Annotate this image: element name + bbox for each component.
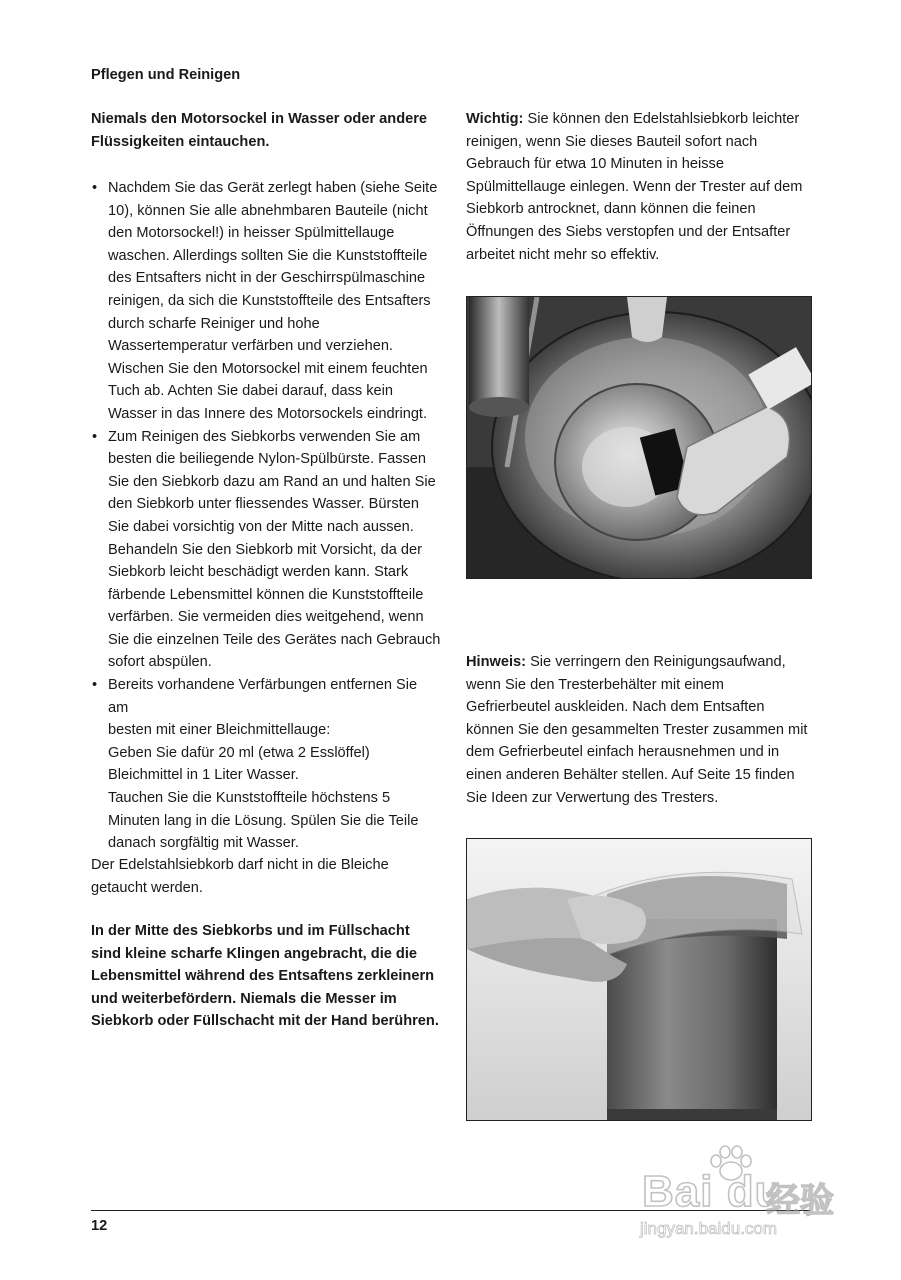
warning-blades: In der Mitte des Siebkorbs und im Füllschacht sind kleine scharfe Klingen angebracht, die die Lebensmittel während des Entsaftens zerkleinern und weiterbefördern. Niemals die Messer im Siebkorb oder Füllschacht mit der Hand berühren. (91, 923, 439, 1030)
note-bleach: Der Edelstahlsiebkorb darf nicht in die Bleiche getaucht werden. (91, 857, 389, 896)
bullet-line: Tuch ab. Achten Sie dabei darauf, dass kein (108, 383, 394, 400)
list-item-discoloration (91, 674, 441, 855)
bullet-line: Zum Reinigen des Siebkorbs verwenden Sie am (108, 428, 421, 445)
sieve-cleaning-illustration (467, 297, 811, 578)
warning-motor-base: Niemals den Motorsockel in Wasser oder andere Flüssigkeiten eintauchen. (91, 111, 428, 150)
bullet-icon: • (92, 180, 98, 196)
bullet-icon: • (92, 428, 98, 445)
bullet-line: reinigen, da sich die Kunststoffteile des Entsafters (108, 292, 431, 309)
page-number: 12 (91, 1218, 108, 1234)
list-item-sieve-basket (91, 426, 441, 675)
bullet-line: Geben Sie dafür 20 ml (etwa 2 Esslöffel) (108, 744, 370, 761)
hint-note (466, 651, 811, 809)
bullet-line: sofort abspülen. (108, 654, 212, 671)
bullet-line: Siebkorb leicht beschädigt werden kann. Stark (108, 564, 409, 581)
bullet-icon: • (92, 677, 98, 694)
bullet-line: waschen. Allerdings sollten Sie die Kunststoffteile (108, 247, 428, 264)
bullet-line: Wassertemperatur verfärben und verziehen. (108, 338, 393, 355)
cleaning-instructions-list (91, 177, 441, 855)
bullet-line: Minuten lang in die Lösung. Spülen Sie die Teile (108, 812, 419, 829)
important-note (466, 108, 811, 266)
bullet-line: färbende Lebensmittel können die Kunststoffteile (108, 586, 424, 603)
hint-text: Sie verringern den Reinigungsaufwand, wenn Sie den Tresterbehälter mit einem Gefrierbeutel auskleiden. Nach dem Entsaften können Sie den gesammelten Trester zusammen mit dem Gefrierbeutel einfach herausnehmen und in einen anderen Behälter stellen. Auf Seite 15 finden Sie Ideen zur Verwertung des Tresters. (466, 654, 808, 806)
bullet-line: 10), können Sie alle abnehmbaren Bauteile (nicht (108, 202, 428, 219)
bullet-line: durch scharfe Reiniger und hohe (108, 315, 320, 332)
bullet-line: Sie den Siebkorb dazu am Rand an und halten Sie (108, 473, 436, 490)
watermark-url: jingyan.baidu.com (640, 1219, 778, 1238)
bullet-line: Sie die einzelnen Teile des Gerätes nach Gebrauch (108, 631, 441, 648)
watermark-brand: Bai du (642, 1167, 783, 1216)
bullet-line: Bereits vorhandene Verfärbungen entfernen Sie am (108, 677, 418, 716)
bullet-line: den Motorsockel!) in heisser Spülmittellauge (108, 225, 395, 242)
bullet-line: besten mit einer Bleichmittellauge: (108, 722, 331, 739)
section-heading: Pflegen und Reinigen (91, 67, 241, 83)
bullet-line: Nachdem Sie das Gerät zerlegt haben (siehe Seite (108, 180, 438, 196)
bullet-line: Behandeln Sie den Siebkorb mit Vorsicht, da der (108, 541, 422, 558)
bullet-line: den Siebkorb unter fliessendes Wasser. Bürsten (108, 496, 419, 513)
freezer-bag-illustration (467, 839, 811, 1120)
list-item-cleaning-parts (91, 177, 441, 426)
bullet-line: Wasser in das Innere des Motorsockels eindringt. (108, 405, 428, 422)
bullet-line: danach sorgfältig mit Wasser. (108, 835, 299, 852)
hint-label: Hinweis: (466, 654, 527, 670)
watermark-chinese: 经验 (766, 1181, 834, 1221)
bullet-line: Sie dabei vorsichtig von der Mitte nach aussen. (108, 518, 414, 535)
important-text: Sie können den Edelstahlsiebkorb leichter reinigen, wenn Sie dieses Bauteil sofort nach Gebrauch für etwa 10 Minuten in heisse Spülmittellauge einlegen. Wenn der Trester auf dem Siebkorb antrocknet, dann können die feinen Öffnungen des Siebs verstopfen und der Entsafter arbeitet nicht mehr so effektiv. (466, 111, 803, 263)
bullet-line: verfärben. Sie vermeiden dies weitgehend, wenn (108, 609, 424, 626)
bullet-line: des Entsafters nicht in der Geschirrspülmaschine (108, 270, 426, 287)
photo-sieve-cleaning (466, 296, 812, 579)
bullet-line: Wischen Sie den Motorsockel mit einem feuchten (108, 360, 428, 377)
bullet-line: besten die beiliegende Nylon-Spülbürste. Fassen (108, 451, 427, 468)
baidu-watermark (636, 1145, 851, 1245)
photo-freezer-bag (466, 838, 812, 1121)
bullet-line: Tauchen Sie die Kunststoffteile höchstens 5 (108, 790, 391, 807)
bullet-line: Bleichmittel in 1 Liter Wasser. (108, 767, 299, 784)
important-label: Wichtig: (466, 111, 524, 127)
